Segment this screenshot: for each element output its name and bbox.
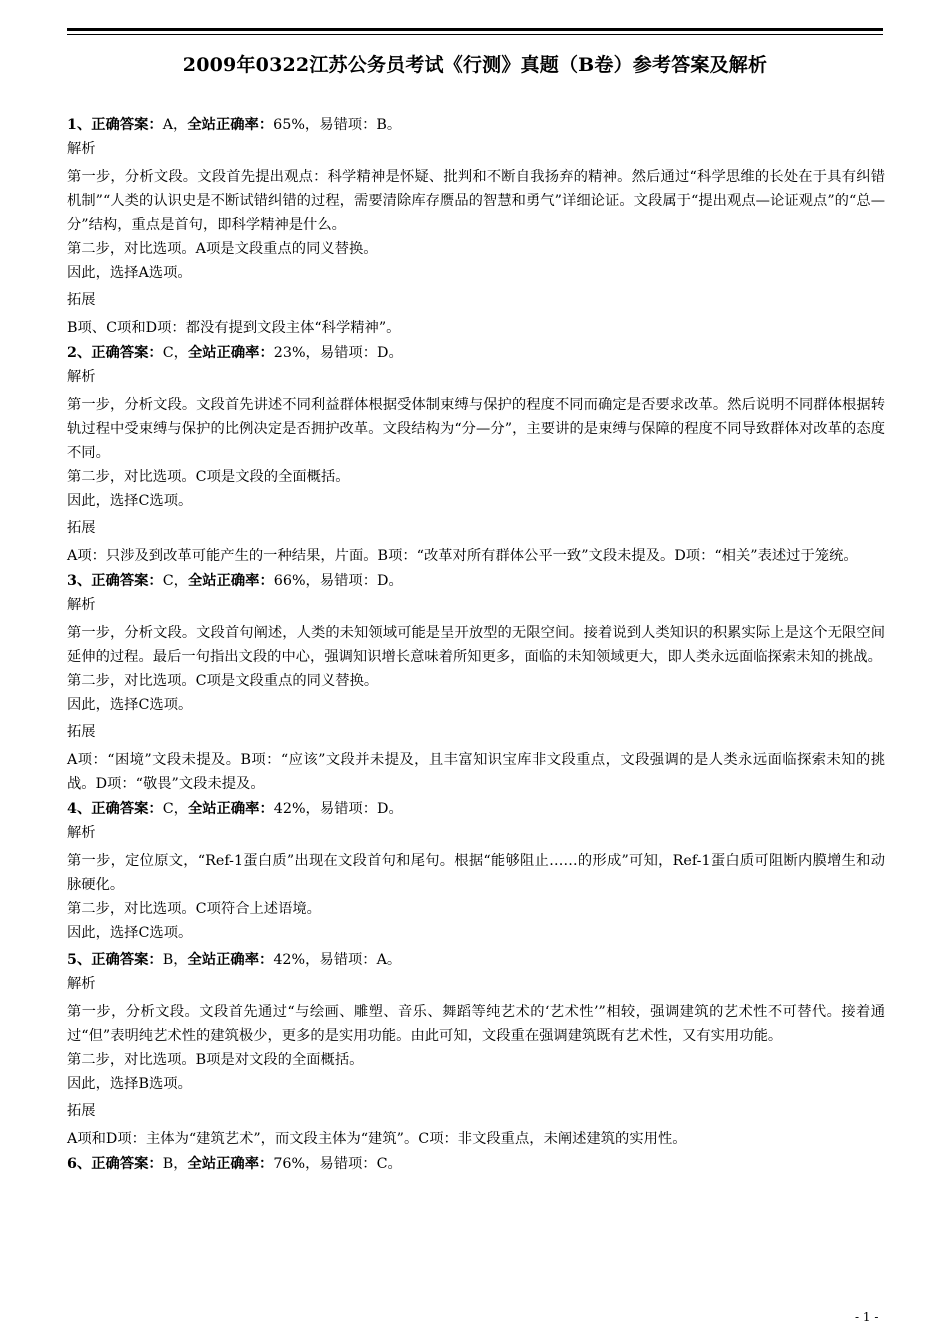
analysis-label: 解析 — [67, 369, 96, 385]
analysis-paragraph: 第二步，对比选项。C项是文段的全面概括。 — [67, 469, 350, 485]
extension-label: 拓展 — [67, 292, 96, 308]
question-header: 5、正确答案：B，全站正确率：42%，易错项：A。 — [67, 952, 402, 968]
analysis-paragraph: 第二步，对比选项。C项符合上述语境。 — [67, 901, 321, 917]
analysis-paragraph: 因此，选择A选项。 — [67, 265, 192, 281]
analysis-label: 解析 — [67, 976, 96, 992]
analysis-paragraph: 第二步，对比选项。A项是文段重点的同义替换。 — [67, 241, 378, 257]
analysis-paragraph: 第一步，分析文段。文段首先通过“与绘画、雕塑、音乐、舞蹈等纯艺术的‘艺术性’”相较，强调建筑的艺术性不可替代。接着通过“但”表明纯艺术性的建筑极少，更多的是实用功能。由此可知，文段重在强调建筑既有艺术性，又有实用功能。 — [67, 1004, 885, 1044]
document-title: 2009年0322江苏公务员考试《行测》真题（B卷）参考答案及解析 — [182, 54, 768, 76]
analysis-paragraph: 第一步，定位原文，“Ref-1蛋白质”出现在文段首句和尾句。根据“能够阻止……的形成”可知，Ref-1蛋白质可阻断内膜增生和动脉硬化。 — [67, 853, 885, 893]
analysis-label: 解析 — [67, 825, 96, 841]
analysis-paragraph: 第二步，对比选项。C项是文段重点的同义替换。 — [67, 673, 379, 689]
question-header: 4、正确答案：C，全站正确率：42%，易错项：D。 — [67, 801, 403, 817]
extension-text: A项：“困境”文段未提及。B项：“应该”文段并未提及，且丰富知识宝库非文段重点，文段强调的是人类永远面临探索未知的挑战。D项：“敬畏”文段未提及。 — [67, 752, 885, 792]
analysis-label: 解析 — [67, 141, 96, 157]
analysis-paragraph: 第一步，分析文段。文段首先提出观点：科学精神是怀疑、批判和不断自我扬弃的精神。然后通过“科学思维的长处在于具有纠错机制”“人类的认识史是不断试错纠错的过程，需要清除库存赝品的智慧和勇气”详细论证。文段属于“提出观点—论证观点”的“总—分”结构，重点是首句，即科学精神是什么。 — [67, 169, 885, 233]
question-header: 1、正确答案：A，全站正确率：65%，易错项：B。 — [67, 117, 402, 133]
analysis-label: 解析 — [67, 597, 96, 613]
question-header: 3、正确答案：C，全站正确率：66%，易错项：D。 — [67, 573, 403, 589]
question-header: 6、正确答案：B，全站正确率：76%，易错项：C。 — [67, 1156, 402, 1172]
extension-text: B项、C项和D项：都没有提到文段主体“科学精神”。 — [67, 320, 401, 336]
header-rule-thin — [67, 34, 883, 35]
question-header: 2、正确答案：C，全站正确率：23%，易错项：D。 — [67, 345, 403, 361]
extension-label: 拓展 — [67, 520, 96, 536]
document-body — [67, 114, 885, 1177]
analysis-paragraph: 第一步，分析文段。文段首句阐述，人类的未知领域可能是呈开放型的无限空间。接着说到人类知识的积累实际上是这个无限空间延伸的过程。最后一句指出文段的中心，强调知识增长意味着所知更多，面临的未知领域更大，即人类永远面临探索未知的挑战。 — [67, 625, 885, 665]
extension-text: A项：只涉及到改革可能产生的一种结果，片面。B项：“改革对所有群体公平一致”文段未提及。D项：“相关”表述过于笼统。 — [67, 548, 858, 564]
extension-label: 拓展 — [67, 1103, 96, 1119]
analysis-paragraph: 第二步，对比选项。B项是对文段的全面概括。 — [67, 1052, 364, 1068]
page-number: - 1 - — [855, 1310, 879, 1324]
analysis-paragraph: 因此，选择B选项。 — [67, 1076, 192, 1092]
extension-label: 拓展 — [67, 724, 96, 740]
analysis-paragraph: 因此，选择C选项。 — [67, 493, 193, 509]
analysis-paragraph: 因此，选择C选项。 — [67, 697, 193, 713]
analysis-paragraph: 第一步，分析文段。文段首先讲述不同利益群体根据受体制束缚与保护的程度不同而确定是否要求改革。然后说明不同群体根据转轨过程中受束缚与保护的比例决定是否拥护改革。文段结构为“分—分”，主要讲的是束缚与保障的程度不同导致群体对改革的态度不同。 — [67, 397, 885, 461]
extension-text: A项和D项：主体为“建筑艺术”，而文段主体为“建筑”。C项：非文段重点，未阐述建筑的实用性。 — [67, 1131, 687, 1147]
header-rule — [67, 28, 883, 31]
analysis-paragraph: 因此，选择C选项。 — [67, 925, 193, 941]
